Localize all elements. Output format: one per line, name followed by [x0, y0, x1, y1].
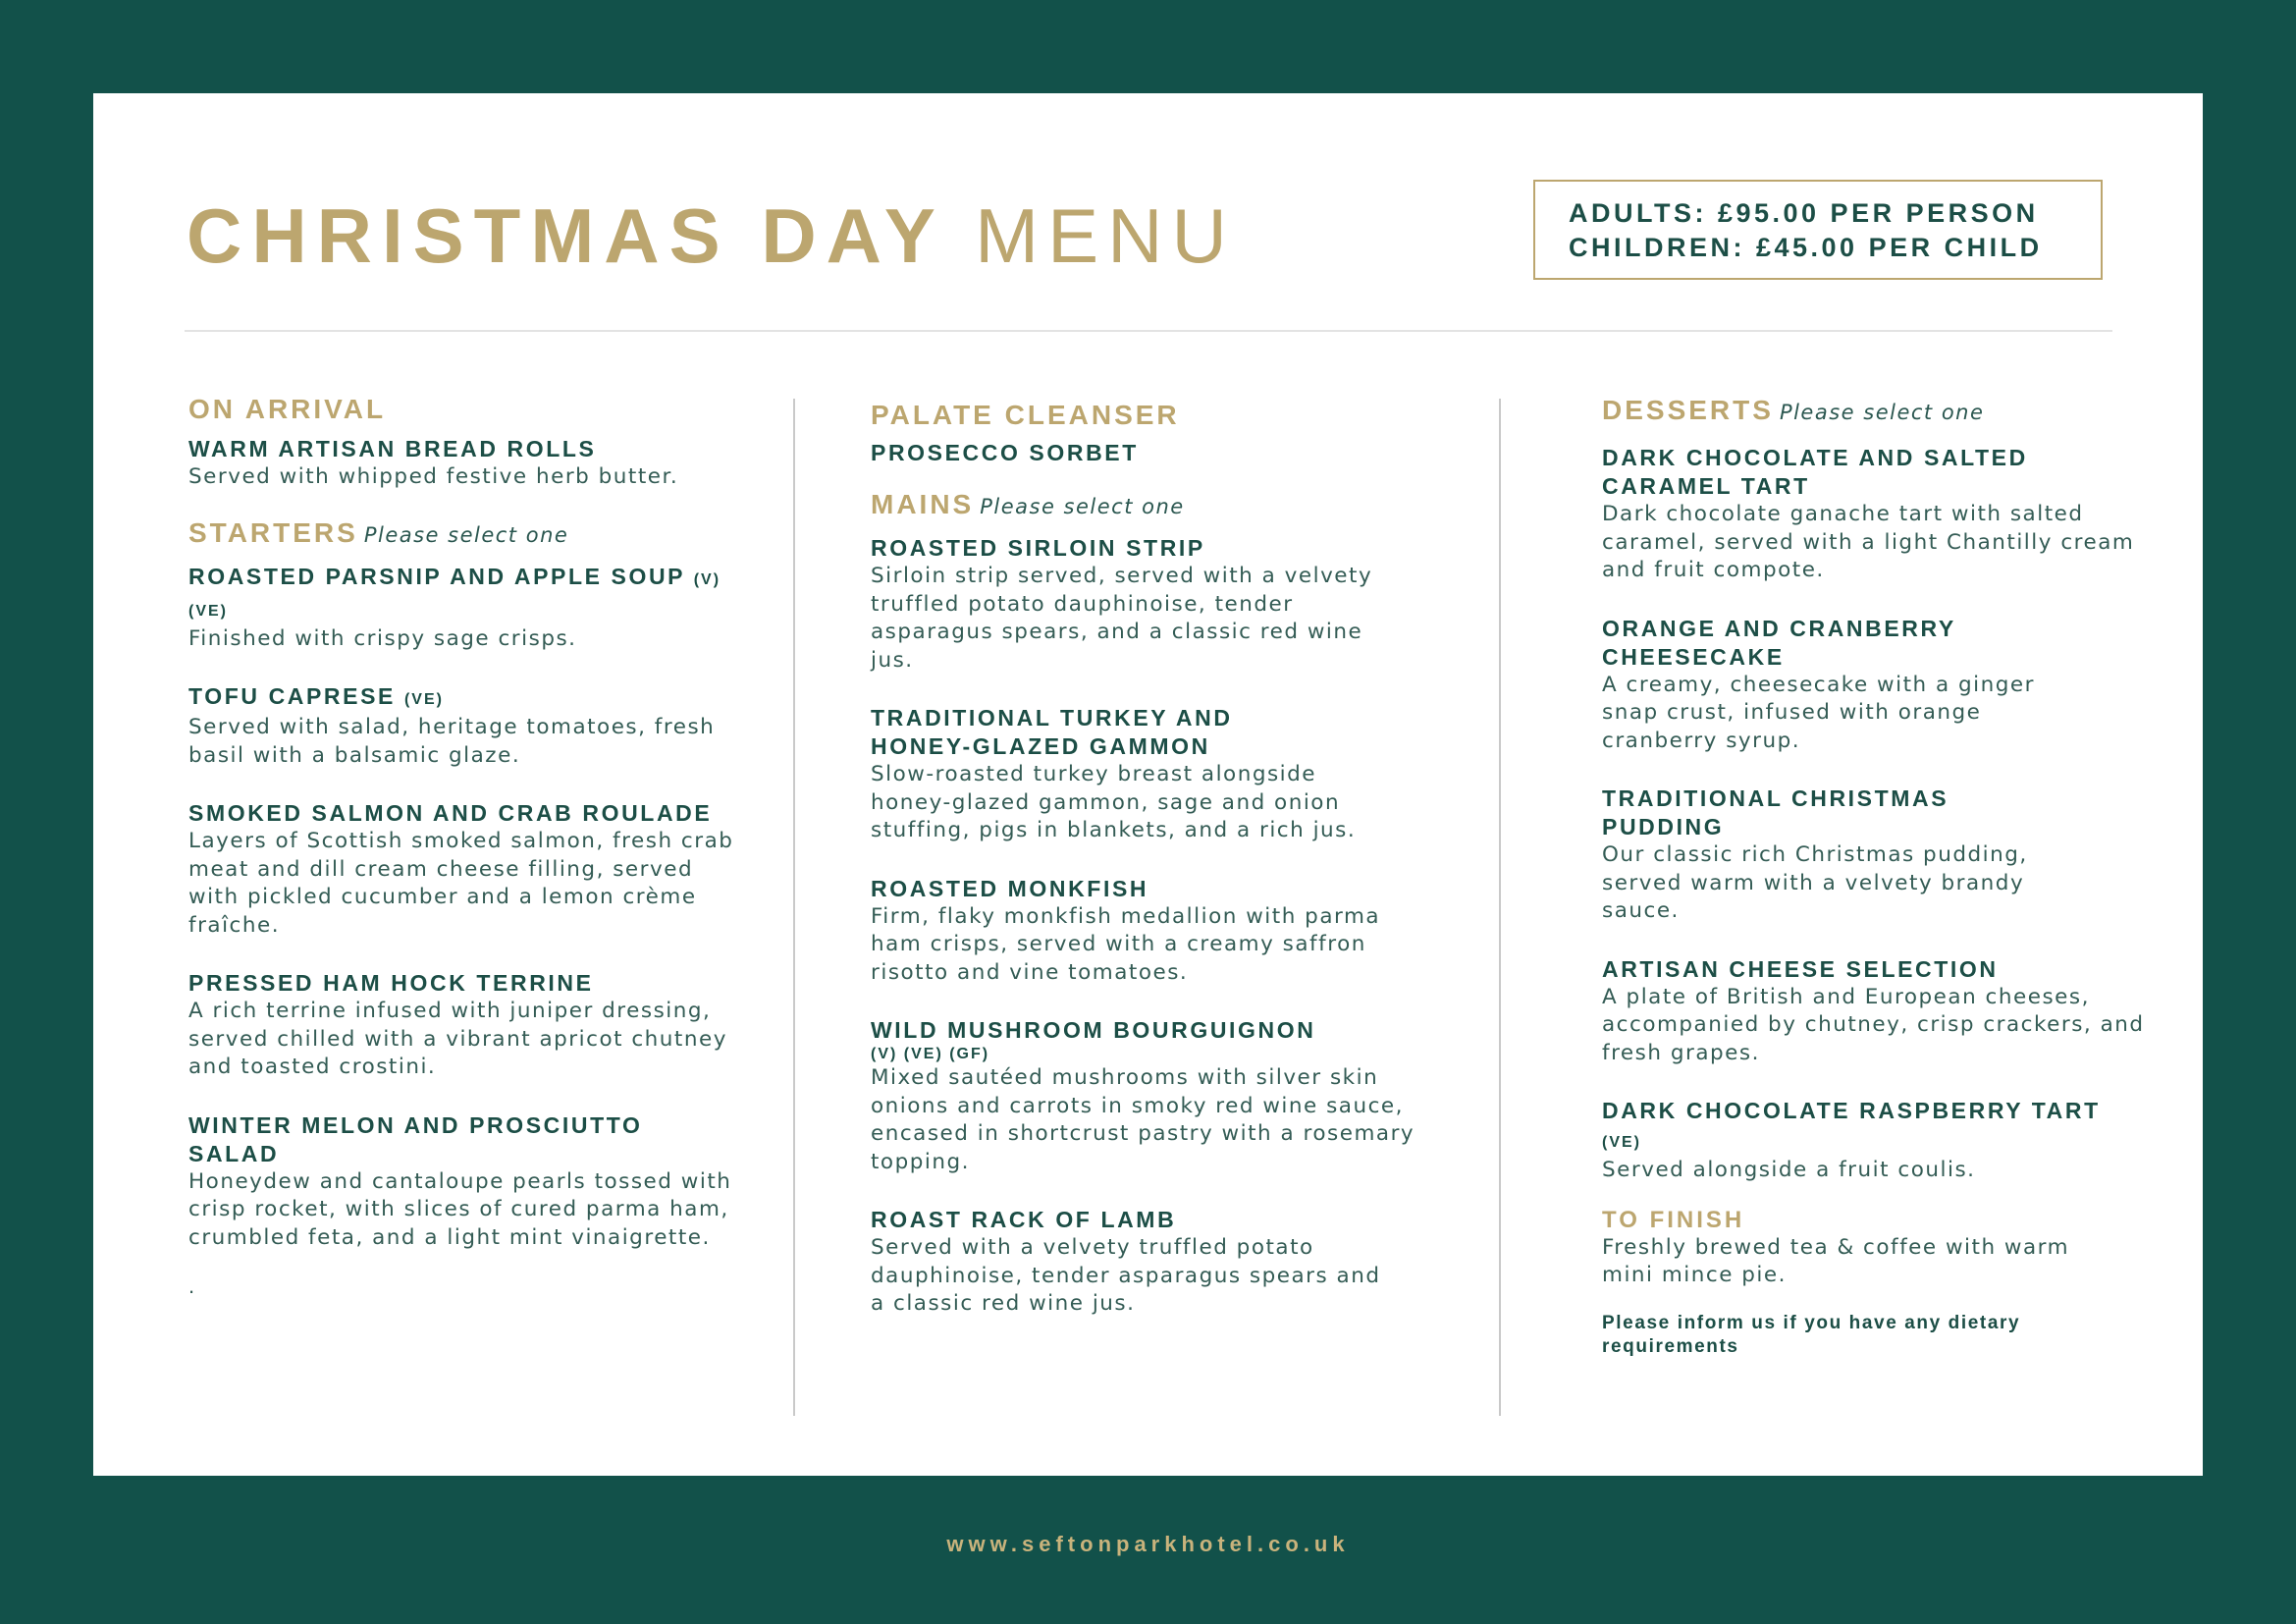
desserts-note: Please select one [1779, 401, 1985, 424]
dish-description: Served with salad, heritage tomatoes, fresh basil with a balsamic glaze. [188, 715, 716, 768]
dish-description: Served with whipped festive herb butter. [188, 464, 679, 489]
website-link[interactable]: www.seftonparkhotel.co.uk [946, 1532, 1350, 1556]
dish-name: ARTISAN CHEESE SELECTION [1602, 955, 1999, 982]
dish-description: A plate of British and European cheeses, accompanied by chutney, crisp crackers, and fresh grapes. [1602, 984, 2145, 1065]
starters-label: STARTERS [188, 516, 358, 548]
dish-name: PRESSED HAM HOCK TERRINE [188, 970, 594, 996]
dish-description: Honeydew and cantaloupe pearls tossed with crisp rocket, with slices of cured parma ham, crumbled feta, and a light mint vinaigrette. [188, 1168, 732, 1250]
dish-description: Mixed sautéed mushrooms with silver skin onions and carrots in smoky red wine sauce, encased in shortcrust pastry with a rosemary topping. [871, 1065, 1415, 1174]
mains-label: MAINS [871, 489, 975, 519]
dish-name-text: ROASTED PARSNIP AND APPLE SOUP [188, 563, 685, 589]
dish-name: ORANGE AND CRANBERRY CHEESECAKE [1602, 615, 1956, 670]
dish-description: Firm, flaky monkfish medallion with parma ham crisps, served with a creamy saffron risotto and vine tomatoes. [871, 903, 1381, 985]
dish-description: Served with a velvety truffled potato dauphinoise, tender asparagus spears and a classic red wine jus. [871, 1235, 1381, 1316]
dietary-tag: (V) (VE) (GF) [871, 1046, 990, 1062]
dish-monkfish [871, 875, 1460, 988]
dish-salmon-roulade [188, 799, 738, 940]
dietary-tag: (VE) [1602, 1134, 1641, 1151]
dish-name: TRADITIONAL CHRISTMAS PUDDING [1602, 785, 1949, 839]
dish-name-text: DARK CHOCOLATE RASPBERRY TART [1602, 1098, 2101, 1123]
dish-tofu-caprese [188, 682, 738, 770]
dish-prosecco-sorbet [871, 439, 1460, 467]
dish-name-text: TOFU CAPRESE [188, 683, 396, 709]
dish-name: TRADITIONAL TURKEY AND HONEY-GLAZED GAMMON [871, 705, 1233, 759]
dish-description: Sirloin strip served, served with a velvety truffled potato dauphinoise, tender asparagus spears, and a classic red wine jus. [871, 564, 1373, 673]
dish-christmas-pudding [1602, 785, 2152, 926]
dish-name: WILD MUSHROOM BOURGUIGNON [871, 1017, 1316, 1043]
dish-name [188, 563, 738, 625]
dish-parsnip-soup [188, 563, 738, 654]
dish-ham-terrine [188, 969, 738, 1082]
page-title [187, 191, 1236, 280]
dish-description: A creamy, cheesecake with a ginger snap crust, infused with orange cranberry syrup. [1602, 672, 2035, 753]
column-3 [1602, 393, 2152, 1359]
dish-name: SMOKED SALMON AND CRAB ROULADE [188, 800, 713, 826]
section-heading-mains [871, 487, 1460, 524]
dish-sirloin [871, 534, 1460, 675]
dish-mushroom-bourguignon [871, 1016, 1460, 1176]
section-heading-finish: TO FINISH [1602, 1206, 1745, 1233]
finish-description: Freshly brewed tea & coffee with warm mini mince pie. [1602, 1234, 2070, 1287]
column-divider-right [1499, 399, 1501, 1416]
dish-description: Served alongside a fruit coulis. [1602, 1158, 1976, 1182]
title-light: MENU [975, 192, 1236, 279]
header-divider [185, 330, 2112, 332]
dish-name [188, 682, 738, 714]
dish-turkey-gammon [871, 704, 1460, 845]
dish-description: Our classic rich Christmas pudding, served warm with a velvety brandy sauce. [1602, 842, 2028, 923]
dish-description: Slow-roasted turkey breast alongside honey-glazed gammon, sage and onion stuffing, pigs in blankets, and a rich jus. [871, 762, 1357, 842]
section-heading-arrival: ON ARRIVAL [188, 394, 387, 424]
dish-name: ROASTED SIRLOIN STRIP [871, 535, 1205, 561]
dish-name [1602, 1097, 2132, 1157]
trailing-dot: . [188, 1273, 195, 1298]
dish-melon-salad [188, 1111, 738, 1253]
adult-price: ADULTS: £95.00 PER PERSON [1569, 198, 2039, 228]
dish-description: Layers of Scottish smoked salmon, fresh crab meat and dill cream cheese filling, served with pickled cucumber and a lemon crème fraîche. [188, 829, 734, 938]
section-heading-desserts [1602, 393, 2152, 430]
title-bold: CHRISTMAS DAY [187, 192, 944, 279]
dietary-tag: (V) (VE) [188, 570, 721, 620]
dish-cheese-selection [1602, 955, 2152, 1068]
dietary-tag: (VE) [403, 691, 444, 708]
dish-description: Finished with crispy sage crisps. [188, 625, 577, 651]
dietary-notice: Please inform us if you have any dietary requirements [1602, 1312, 2021, 1357]
mains-note: Please select one [980, 495, 1185, 518]
dish-name: ROAST RACK OF LAMB [871, 1207, 1177, 1232]
child-price: CHILDREN: £45.00 PER CHILD [1569, 233, 2043, 262]
dish-name: ROASTED MONKFISH [871, 875, 1149, 901]
dish-raspberry-tart [1602, 1097, 2152, 1185]
dish-description: A rich terrine infused with juniper dressing, served chilled with a vibrant apricot chutney and toasted crostini. [188, 999, 727, 1079]
section-heading-cleanser: PALATE CLEANSER [871, 400, 1180, 430]
dish-description: Dark chocolate ganache tart with salted caramel, served with a light Chantilly cream and fruit compote. [1602, 502, 2135, 582]
column-1 [188, 392, 738, 1299]
section-heading-starters [188, 515, 738, 553]
starters-note: Please select one [363, 522, 569, 547]
desserts-label: DESSERTS [1602, 395, 1774, 425]
dish-chocolate-caramel-tart [1602, 444, 2152, 585]
dish-name: WARM ARTISAN BREAD ROLLS [188, 436, 597, 461]
column-2 [871, 398, 1460, 1348]
dish-rack-of-lamb [871, 1206, 1460, 1319]
dish-name: DARK CHOCOLATE AND SALTED CARAMEL TART [1602, 445, 2028, 499]
dish-cheesecake [1602, 615, 2152, 756]
column-divider-left [793, 399, 795, 1416]
dish-bread-rolls [188, 435, 738, 492]
dish-name: PROSECCO SORBET [871, 440, 1139, 465]
price-box [1533, 180, 2103, 280]
dish-name: WINTER MELON AND PROSCIUTTO SALAD [188, 1111, 643, 1166]
